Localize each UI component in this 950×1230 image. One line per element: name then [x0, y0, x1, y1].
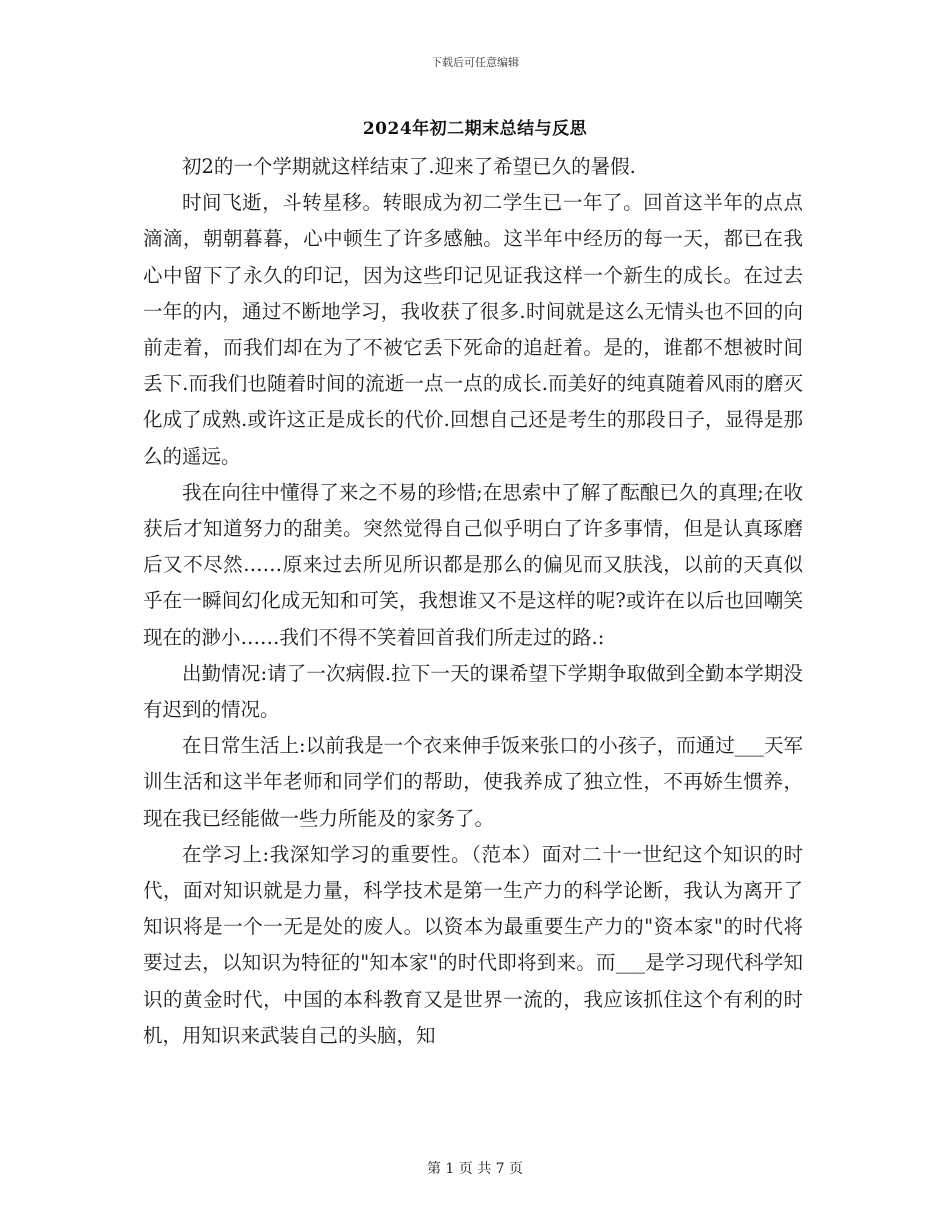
paragraph-intro: 初2的一个学期就这样结束了.迎来了希望已久的暑假.: [182, 155, 636, 178]
page-number-footer: 第 1 页 共 7 页: [426, 1161, 524, 1177]
page-header-note: 下载后可任意编辑: [431, 56, 519, 69]
document-body: [143, 149, 803, 1054]
paragraph-daily-life: 在日常生活上:以前我是一个衣来伸手饭来张口的小孩子，而通过___天军训生活和这半年老师和同学们的帮助，使我养成了独立性，不再娇生惯养，现在我已经能做一些力所能及的家务了。: [143, 734, 803, 830]
paragraph-reflection: 我在向往中懂得了来之不易的珍惜;在思索中了解了酝酿已久的真理;在收获后才知道努力的甜美。突然觉得自己似乎明白了许多事情，但是认真琢磨后又不尽然……原来过去所见所识都是那么的偏见而又肤浅，以前的天真似乎在一瞬间幻化成无知和可笑，我想谁又不是这样的呢?或许在以后也回嘲笑现在的渺小……我们不得不笑着回首我们所走过的路.:: [143, 480, 803, 649]
document-title: 2024年初二期末总结与反思: [362, 119, 588, 139]
paragraph-time-flies: 时间飞逝，斗转星移。转眼成为初二学生已一年了。回首这半年的点点滴滴，朝朝暮暮，心中顿生了许多感触。这半年中经历的每一天，都已在我心中留下了永久的印记，因为这些印记见证我这样一个新生的成长。在过去一年的内，通过不断地学习，我收获了很多.时间就是这么无情头也不回的向前走着，而我们却在为了不被它丢下死命的追赶着。是的，谁都不想被时间丢下.而我们也随着时间的流逝一点一点的成长.而美好的纯真随着风雨的磨灭化成了成熟.或许这正是成长的代价.回想自己还是考生的那段日子，显得是那么的遥远。: [143, 191, 803, 468]
paragraph-study: 在学习上:我深知学习的重要性。（范本）面对二十一世纪这个知识的时代，面对知识就是力量，科学技术是第一生产力的科学论断，我认为离开了知识将是一个一无是处的废人。以资本为最重要生产力的"资本家"的时代将要过去，以知识为特征的"知本家"的时代即将到来。而___是学习现代科学知识的黄金时代，中国的本科教育又是世界一流的，我应该抓住这个有利的时机，用知识来武装自己的头脑，知: [143, 842, 803, 1047]
paragraph-attendance: 出勤情况:请了一次病假.拉下一天的课希望下学期争取做到全勤本学期没有迟到的情况。: [143, 661, 803, 722]
